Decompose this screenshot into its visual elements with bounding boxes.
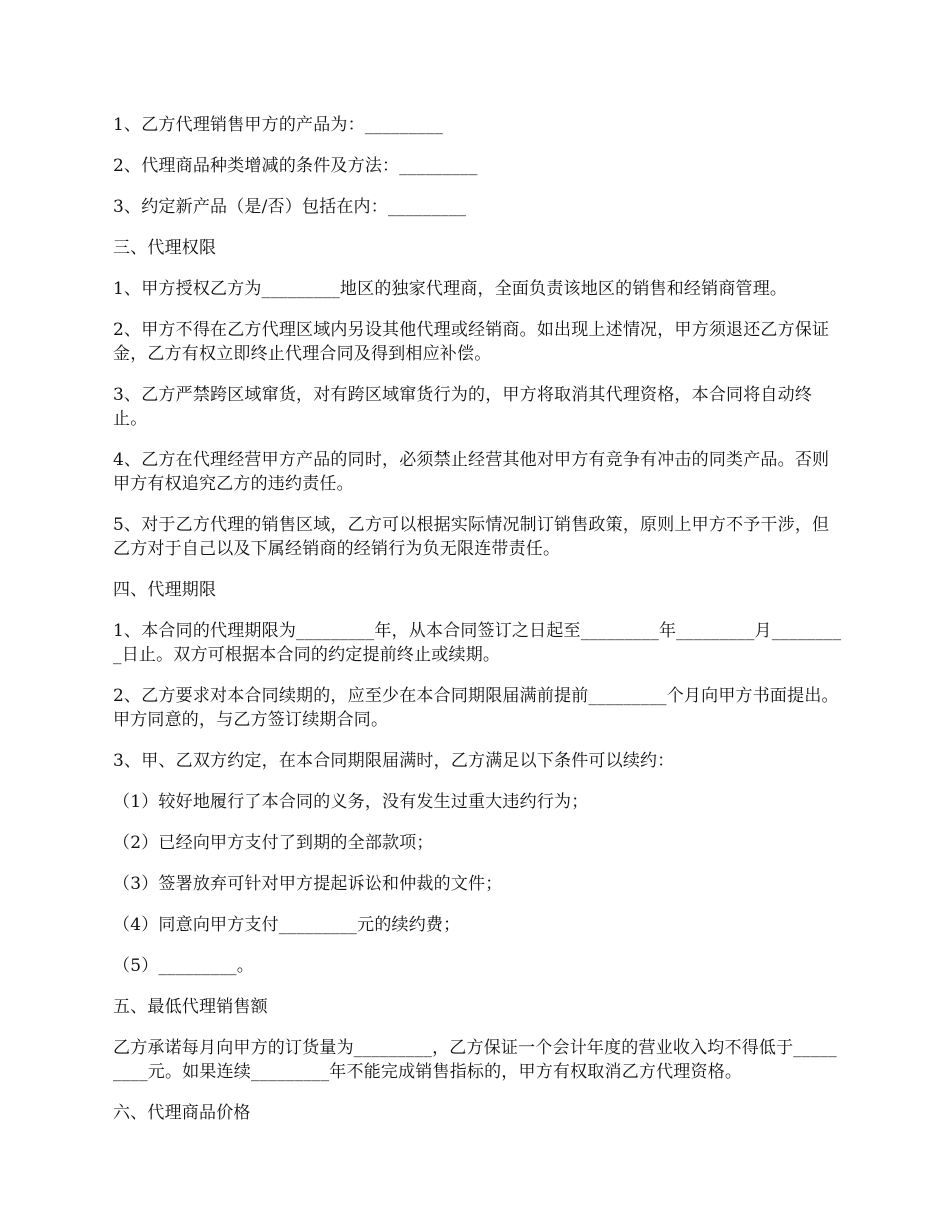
document-body <box>113 113 843 1142</box>
clause-authority-4: 4、乙方在代理经营甲方产品的同时，必须禁止经营其他对甲方有竞争有冲击的同类产品。否则甲方有权追究乙方的违约责任。 <box>113 450 830 494</box>
clause-new-product: 3、约定新产品（是/否）包括在内：_________ <box>113 197 467 217</box>
clause-term-2: 2、乙方要求对本合同续期的，应至少在本合同期限届满前提前_________个月向甲方书面提出。甲方同意的，与乙方签订续期合同。 <box>113 686 839 730</box>
renewal-condition-5: （5）_________。 <box>113 956 254 976</box>
renewal-condition-3: （3）签署放弃可针对甲方提起诉讼和仲裁的文件； <box>113 874 503 894</box>
section-heading-authority: 三、代理权限 <box>113 238 217 258</box>
section-heading-price: 六、代理商品价格 <box>113 1103 251 1123</box>
renewal-condition-2: （2）已经向甲方支付了到期的全部款项； <box>113 833 434 853</box>
clause-term-1: 1、本合同的代理期限为_________年，从本合同签订之日起至_________年_________月_________日止。双方可根据本合同的约定提前终止或续期。 <box>113 621 842 665</box>
renewal-condition-1: （1）较好地履行了本合同的义务，没有发生过重大违约行为； <box>113 792 589 812</box>
clause-min-sales: 乙方承诺每月向甲方的订货量为_________，乙方保证一个会计年度的营业收入均不得低于_________元。如果连续_________年不能完成销售指标的，甲方有权取消乙方代理资格。 <box>113 1038 837 1082</box>
clause-product-scope: 1、乙方代理销售甲方的产品为：_________ <box>113 115 444 135</box>
section-heading-min-sales: 五、最低代理销售额 <box>113 997 268 1017</box>
clause-product-change: 2、代理商品种类增减的条件及方法：_________ <box>113 156 478 176</box>
section-heading-term: 四、代理期限 <box>113 580 217 600</box>
clause-authority-5: 5、对于乙方代理的销售区域，乙方可以根据实际情况制订销售政策，原则上甲方不予干涉，但乙方对于自己以及下属经销商的经销行为负无限连带责任。 <box>113 515 830 559</box>
clause-term-3: 3、甲、乙双方约定，在本合同期限届满时，乙方满足以下条件可以续约： <box>113 751 675 771</box>
clause-authority-1: 1、甲方授权乙方为_________地区的独家代理商，全面负责该地区的销售和经销商管理。 <box>113 279 788 299</box>
renewal-condition-4: （4）同意向甲方支付_________元的续约费； <box>113 915 461 935</box>
clause-authority-2: 2、甲方不得在乙方代理区域内另设其他代理或经销商。如出现上述情况，甲方须退还乙方保证金，乙方有权立即终止代理合同及得到相应补偿。 <box>113 320 830 364</box>
clause-authority-3: 3、乙方严禁跨区域窜货，对有跨区域窜货行为的，甲方将取消其代理资格，本合同将自动终止。 <box>113 385 813 429</box>
